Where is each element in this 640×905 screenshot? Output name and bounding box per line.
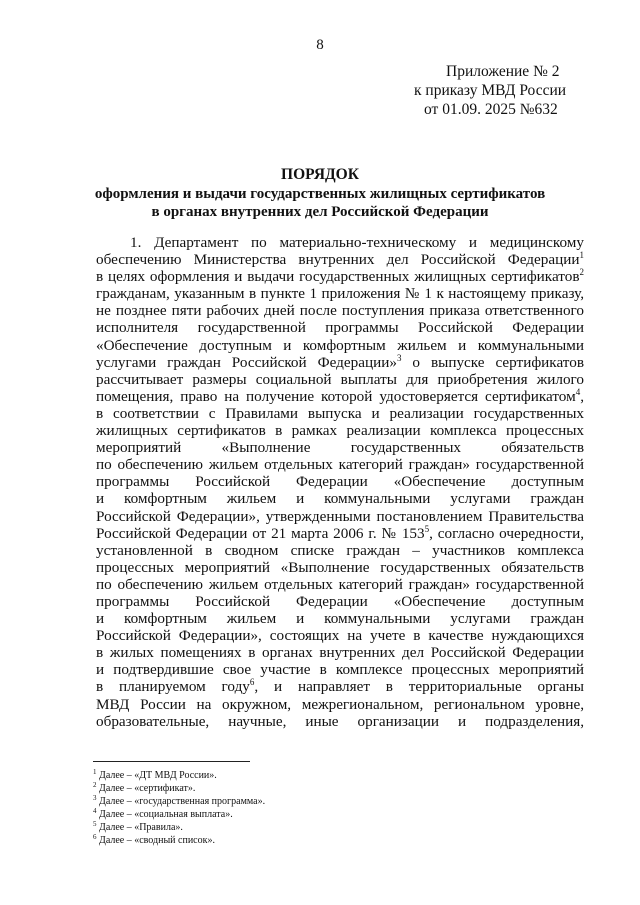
footnote-item xyxy=(93,821,393,834)
appendix-line: от 01.09. 2025 №632 xyxy=(424,101,558,118)
appendix-header xyxy=(406,62,592,119)
footnote-mark: 1 xyxy=(93,768,97,776)
body-line: и комфортным жильем и коммунальными услугами граждан xyxy=(96,610,584,628)
body-line: по обеспечению жильем отдельных категорий граждан» государственной xyxy=(96,456,584,474)
body-line: программы Российской Федерации «Обеспечение доступным xyxy=(96,473,584,491)
text-run: , и направляет в территориальные органы xyxy=(254,678,584,696)
footnote-mark: 5 xyxy=(93,820,97,828)
body-line: рассчитывает размеры социальной выплаты для приобретения жилого xyxy=(96,370,584,388)
footnote-text: Далее – «сводный список». xyxy=(99,835,215,846)
footnote-item xyxy=(93,782,393,795)
body-line xyxy=(96,525,584,542)
body-line: 1. Департамент по материально-техническому и медицинскому xyxy=(130,234,584,251)
body-line: процессных мероприятий «Выполнение государственных обязательств xyxy=(96,558,584,576)
body-line: не позднее пяти рабочих дней после поступления приказа ответственного xyxy=(96,302,584,320)
footnote-ref: 1 xyxy=(579,250,584,261)
footnote-ref: 5 xyxy=(424,523,430,534)
body-line: МВД России на окружном, межрегиональном, региональном уровне, xyxy=(96,695,584,713)
text-run: услугами граждан Российской Федерации» xyxy=(96,353,397,371)
footnote-text: Далее – «ДТ МВД России». xyxy=(99,770,217,781)
body-line: и подтвердившие свое участие в комплексе процессных мероприятий xyxy=(96,661,584,679)
text-run: , согласно очередности, xyxy=(429,524,584,542)
body-line xyxy=(96,268,584,285)
footnote-item xyxy=(93,808,393,821)
body-line xyxy=(96,678,584,695)
body-line: установленной в сводном списке граждан – участников комплекса xyxy=(96,541,584,559)
footnote-ref: 3 xyxy=(396,352,402,363)
body-line xyxy=(96,388,584,405)
footnote-text: Далее – «сертификат». xyxy=(99,783,196,794)
page-number: 8 xyxy=(316,37,324,53)
body-line: мероприятий «Выполнение государственных обязательств xyxy=(96,439,584,457)
body-line: гражданам, указанным в пункте 1 приложения № 1 к настоящему приказу, xyxy=(96,285,584,303)
appendix-line: к приказу МВД России xyxy=(414,82,567,99)
body-paragraph xyxy=(96,234,584,730)
footnote-item xyxy=(93,769,393,782)
subtitle-line: оформления и выдачи государственных жилищных сертификатов xyxy=(94,186,546,202)
text-run: обеспечению Министерства внутренних дел Российской Федерации xyxy=(96,251,580,269)
footnotes xyxy=(93,769,393,847)
footnote-text: Далее – «Правила». xyxy=(99,822,183,833)
body-line: и комфортным жильем и коммунальными услугами граждан xyxy=(96,490,584,508)
text-run: Российской Федерации от 21 марта 2006 г. № 153 xyxy=(96,524,425,542)
body-line: «Обеспечение доступным и комфортным жильем и коммунальными xyxy=(96,336,584,354)
document-subtitle xyxy=(0,185,640,221)
body-line: образовательные, научные, иные организации и подразделения, xyxy=(96,712,584,730)
footnote-item xyxy=(93,795,393,808)
body-line: жилищных сертификатов в рамках реализации комплекса процессных xyxy=(96,422,584,440)
body-line: программы Российской Федерации «Обеспечение доступным xyxy=(96,592,584,610)
document-title: ПОРЯДОК xyxy=(281,166,359,183)
footnote-ref: 2 xyxy=(579,267,584,278)
footnote-mark: 4 xyxy=(93,807,97,815)
text-run: в целях оформления и выдачи государственных жилищных сертификатов xyxy=(96,268,580,286)
text-run: в планируемом году xyxy=(96,678,250,696)
footnote-text: Далее – «социальная выплата». xyxy=(99,809,233,820)
footnote-mark: 6 xyxy=(93,833,97,841)
footnote-mark: 2 xyxy=(93,781,97,789)
body-line xyxy=(96,251,584,268)
body-line xyxy=(96,354,584,371)
text-run: помещения, право на получение которой удостоверяется сертификатом xyxy=(96,387,576,405)
body-line: исполнителя государственной программы Российской Федерации xyxy=(96,319,584,337)
footnote-text: Далее – «государственная программа». xyxy=(99,796,266,807)
body-line: в соответствии с Правилами выпуска и реализации государственных xyxy=(96,404,584,422)
body-line: Российской Федерации», состоящих на учете в качестве нуждающихся xyxy=(96,627,584,645)
body-line: в жилых помещениях в органах внутренних дел Российской Федерации xyxy=(96,644,584,662)
footnote-divider xyxy=(93,761,250,762)
footnote-ref: 6 xyxy=(249,677,255,688)
footnote-ref: 4 xyxy=(575,386,581,397)
footnote-mark: 3 xyxy=(93,794,97,802)
body-line: по обеспечению жильем отдельных категорий граждан» государственной xyxy=(96,575,584,593)
text-run: о выпуске сертификатов xyxy=(401,353,584,371)
appendix-line: Приложение № 2 xyxy=(446,63,560,80)
footnote-item xyxy=(93,834,393,847)
subtitle-line: в органах внутренних дел Российской Федерации xyxy=(151,204,489,220)
body-line: Российской Федерации», утвержденными постановлением Правительства xyxy=(96,507,584,525)
text-run: , xyxy=(580,387,584,405)
